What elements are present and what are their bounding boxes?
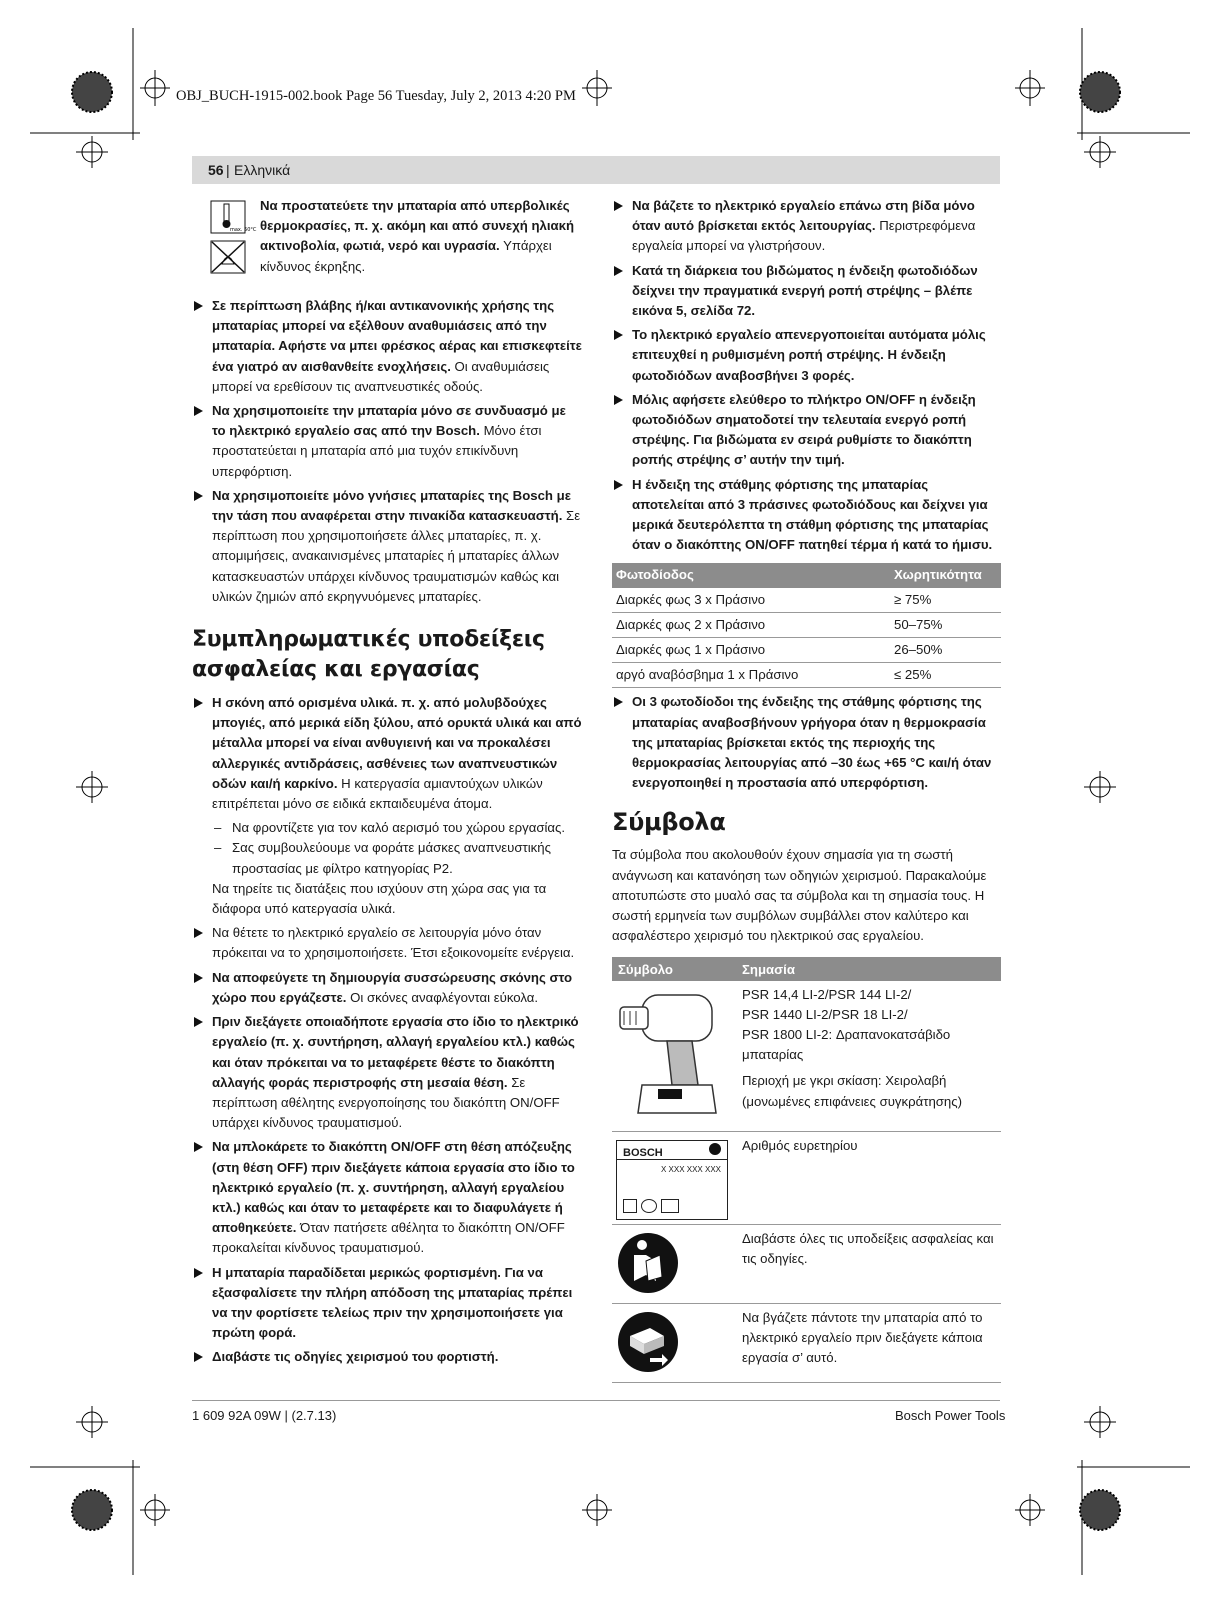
- bullet-arrow-icon: [194, 406, 203, 416]
- symbols-header-meaning: Σημασία: [742, 961, 795, 977]
- drill-model-line: PSR 1440 LI-2/PSR 18 LI-2/: [742, 1006, 908, 1022]
- battery-warning-bold: Να προστατεύετε την μπαταρία από υπερβολικές θερμοκρασίες, π. χ. ακόμη και από συνεχή ηλιακή ακτινοβολία, φωτιά, νερό και υγρασία.: [260, 198, 575, 254]
- nameplate-number: X XXX XXX XXX: [660, 1164, 721, 1174]
- bullet-arrow-icon: [194, 301, 203, 311]
- table-row: [612, 638, 1001, 663]
- list-item: [192, 486, 582, 607]
- section-title: Συμπληρωματικές υποδείξεις ασφαλείας και εργασίας: [192, 627, 545, 683]
- bullet-arrow-icon: [614, 697, 623, 707]
- battery-warning: [192, 196, 582, 280]
- nameplate-brand: BOSCH: [623, 1146, 663, 1159]
- item-bold: Να βάζετε το ηλεκτρικό εργαλείο επάνω στη βίδα μόνο όταν αυτό βρίσκεται εκτός λειτουργίας.: [632, 198, 975, 234]
- drill-model-line: PSR 1800 LI-2: Δραπανοκατσάβιδο μπαταρίας: [742, 1026, 951, 1063]
- list-item: [192, 401, 582, 482]
- read-description: Διαβάστε όλες τις υποδείξεις ασφαλείας και τις οδηγίες.: [742, 1230, 994, 1266]
- page-header-band: [192, 156, 1000, 184]
- item-normal: Σε περίπτωση αθέλητης ενεργοποίησης του διακόπτη ON/OFF υπάρχει κίνδυνος τραυματισμού.: [212, 1074, 560, 1131]
- table-cell: 50–75%: [890, 612, 1001, 637]
- temperature-icon-label: max. 50°C: [230, 227, 257, 233]
- led-table-header: [612, 563, 1001, 587]
- table-row: [612, 588, 1001, 613]
- dust-note: Να τηρείτε τις διατάξεις που ισχύουν στη χώρα σας για τα διάφορα υπό κατεργασία υλικά.: [212, 880, 547, 917]
- item-bold: Το ηλεκτρικό εργαλείο απενεργοποιείται αυτόματα μόλις επιτευχθεί η ρυθμισμένη ροπή στρέψης. Η ένδειξη φωτοδιόδων αναβοσβήνει 3 φορές.: [632, 327, 986, 383]
- symbols-header-symbol: Σύμβολο: [618, 961, 673, 977]
- table-cell: ≤ 25%: [890, 663, 1001, 688]
- list-item: [192, 693, 582, 814]
- symbols-intro: Τα σύμβολα που ακολουθούν έχουν σημασία για τη σωστή ανάγνωση και κατανόηση των οδηγιών χειρισμού. Παρακαλούμε αποτυπώστε στο μυαλό σας τα σύμβολα και τη σημασία τους. Η σωστή ερμηνεία των συμβόλων συμβάλλει στον καλύτερο και ασφαλέστερο χειρισμό του ηλεκτρικού σας εργαλείου.: [612, 847, 987, 944]
- remove-battery-description: Να βγάζετε πάντοτε την μπαταρία από το ηλεκτρικό εργαλείο πριν διεξάγετε κάποια εργασία σ’ αυτό.: [742, 1309, 983, 1365]
- bullet-arrow-icon: [614, 330, 623, 340]
- item-bold: Η σκόνη από ορισμένα υλικά. π. χ. από μολυβδούχες μπογιές, από μερικά είδη ξύλου, από ορυκτά υλικά και από μέταλλα μπορεί να είναι ανθυγιεινή και να προκαλέσει αλλεργικές αντιδράσεις, ασθένειες των αναπνευστικών οδών και/ή καρκίνο.: [212, 695, 582, 791]
- item-bold: Να χρησιμοποιείτε την μπαταρία μόνο σε συνδυασμό με το ηλεκτρικό εργαλείο σας από την Bosch.: [212, 403, 566, 439]
- bullet-arrow-icon: [614, 266, 623, 276]
- list-item: [192, 1263, 582, 1344]
- drill-description: [742, 981, 1001, 1120]
- dash-item: – Σας συμβουλεύουμε να φοράτε μάσκες αναπνευστικής προστασίας με φίλτρο κατηγορίας P2.: [214, 840, 551, 876]
- list-item: [192, 968, 582, 1008]
- led-header-led: Φωτοδίοδος: [612, 563, 890, 587]
- bullet-arrow-icon: [194, 1142, 203, 1152]
- item-bold: Πριν διεξάγετε οποιαδήποτε εργασία στο ίδιο το ηλεκτρικό εργαλείο (π. χ. συντήρηση, αλλαγή εργαλείου κτλ.) καθώς και όταν πρόκειται να το μεταφέρετε θέστε το διακόπτη αλλαγής φοράς περιστροφής στη μεσαία θέση.: [212, 1014, 579, 1090]
- symbols-table-header: [612, 957, 1001, 981]
- item-bold: Διαβάστε τις οδηγίες χειρισμού του φορτιστή.: [212, 1349, 499, 1365]
- nameplate-icon: [616, 1140, 740, 1220]
- list-item: [192, 923, 582, 963]
- item-bold: Να μπλοκάρετε το διακόπτη ON/OFF στη θέση απόζευξης (στη θέση OFF) πριν διεξάγετε κάποια εργασία στο ίδιο το ηλεκτρικό εργαλείο (π. χ. συντήρηση, αλλαγή εργαλείου κτλ.) καθώς και όταν το μεταφέρετε και το διαφυλάγετε ή αποθηκεύετε.: [212, 1139, 575, 1236]
- footer-doc-number: 1 609 92A 09W | (2.7.13): [192, 1408, 337, 1423]
- footer-brand: Bosch Power Tools: [895, 1408, 1006, 1423]
- symbol-row-remove-battery: [612, 1304, 1001, 1383]
- bullet-arrow-icon: [614, 480, 623, 490]
- serial-description: Αριθμός ευρετηρίου: [742, 1137, 858, 1153]
- table-row: [612, 612, 1001, 637]
- item-bold: Η ένδειξη της στάθμης φόρτισης της μπαταρίας αποτελείται από 3 πράσινες φωτοδιόδους και δείχνει για μερικά δευτερόλεπτα τη στάθμη φόρτισης της μπαταρίας όταν ο διακόπτης ON/OFF πατηθεί τέρμα ή κατά το ήμισυ.: [632, 476, 993, 553]
- item-normal: Σε περίπτωση που χρησιμοποιήσετε άλλες μπαταρίες, π. χ. απομιμήσεις, ανακαινισμένες μπαταρίες ή μπαταρίες άλλων κατασκευαστών υπάρχει κίνδυνος τραυματισμών καθώς και υλικών ζημιών από εκρηγνυόμενες μπαταρίες.: [212, 508, 581, 604]
- item-normal: Η κατεργασία αμιαντούχων υλικών επιτρέπεται μόνο σε ειδικά εκπαιδευμένα άτομα.: [212, 775, 543, 812]
- bullet-arrow-icon: [194, 491, 203, 501]
- item-bold: Να αποφεύγετε τη δημιουργία συσσώρευσης σκόνης στο χώρο που εργάζεστε.: [212, 969, 573, 1005]
- table-cell: ≥ 75%: [890, 588, 1001, 613]
- item-bold: Μόλις αφήσετε ελεύθερο το πλήκτρο ON/OFF η ένδειξη φωτοδιόδων σηματοδοτεί την τελευταία ενεργό ροπή στρέψης. Για βιδώματα εν σειρά ρυθμίστε το διακόπτη ροπής στρέψης σ’ αυτήν την τιμή.: [632, 391, 976, 468]
- item-normal: Οι σκόνες αναφλέγονται εύκολα.: [346, 989, 539, 1005]
- table-row: [612, 663, 1001, 688]
- list-item: [612, 475, 1001, 556]
- bullet-arrow-icon: [194, 698, 203, 708]
- info-icon: [709, 1143, 721, 1155]
- drill-icon: [612, 985, 736, 1131]
- item-normal: Όταν πατήσετε αθέλητα το διακόπτη ON/OFF προκαλείται κίνδυνος τραυματισμού.: [212, 1220, 565, 1256]
- bullet-arrow-icon: [614, 201, 623, 211]
- drill-model-line: PSR 14,4 LI-2/PSR 144 LI-2/: [742, 986, 912, 1002]
- item-bold: Να χρησιμοποιείτε μόνο γνήσιες μπαταρίες της Bosch με την τάση που αναφέρεται στην πινακίδα κατασκευαστή.: [212, 487, 571, 524]
- dash-text: Σας συμβουλεύουμε να φοράτε μάσκες αναπνευστικής προστασίας με φίλτρο κατηγορίας P2.: [232, 840, 551, 876]
- temperature-icon: [210, 200, 257, 240]
- list-item: [192, 1012, 582, 1133]
- page-separator: |: [226, 162, 230, 178]
- table-cell: Διαρκές φως 1 x Πράσινο: [612, 638, 890, 663]
- left-column: [192, 196, 582, 1372]
- right-column: [612, 196, 1001, 1383]
- no-fire-water-icon: [210, 240, 246, 280]
- item-bold: Κατά τη διάρκεια του βιδώματος η ένδειξη φωτοδιόδων δείχνει την πραγματικά ενεργή ροπή στρέψης – βλέπε εικόνα 5, σελίδα 72.: [632, 262, 978, 319]
- item-bold: Η μπαταρία παραδίδεται μερικώς φορτισμένη. Για να εξασφαλίσετε την πλήρη απόδοση της μπαταρίας πρέπει να την φορτίσετε τελείως πριν την χρησιμοποιήσετε για πρώτη φορά.: [212, 1264, 573, 1341]
- remove-battery-icon: [616, 1310, 740, 1380]
- footer-rule: [192, 1400, 1000, 1401]
- bullet-arrow-icon: [194, 973, 203, 983]
- page-language: Ελληνικά: [234, 162, 291, 178]
- list-item: [192, 1347, 582, 1367]
- symbol-row-drill: [612, 981, 1001, 1132]
- item-normal: Περιστρεφόμενα εργαλεία μπορεί να γλιστρήσουν.: [632, 218, 976, 254]
- dash-item: – Να φροντίζετε για τον καλό αερισμό του χώρου εργασίας.: [214, 820, 566, 836]
- led-header-capacity: Χωρητικότητα: [890, 563, 1001, 587]
- bullet-arrow-icon: [614, 395, 623, 405]
- item-bold: Οι 3 φωτοδίοδοι της ένδειξης της στάθμης φόρτισης της μπαταρίας αναβοσβήνουν γρήγορα όταν η θερμοκρασία της μπαταρίας βρίσκεται εκτός της περιοχής της θερμοκρασίας λειτουργίας από –30 έως +65 °C και/ή όταν ενεργοποιηθεί η προστασία από υπερφόρτιση.: [632, 694, 992, 791]
- table-cell: Διαρκές φως 3 x Πράσινο: [612, 588, 890, 613]
- item-normal: Μόνο έτσι προστατεύεται η μπαταρία από μια τυχόν επικίνδυνη υπερφόρτιση.: [212, 423, 542, 479]
- list-item: [612, 390, 1001, 471]
- bullet-arrow-icon: [194, 1017, 203, 1027]
- table-cell: 26–50%: [890, 638, 1001, 663]
- item-normal: Οι αναθυμιάσεις μπορεί να ερεθίσουν τις αναπνευστικές οδούς.: [212, 358, 550, 394]
- dash-text: Να φροντίζετε για τον καλό αερισμό του χώρου εργασίας.: [232, 820, 566, 836]
- page-number: 56: [208, 162, 224, 178]
- book-info: OBJ_BUCH-1915-002.book Page 56 Tuesday, July 2, 2013 4:20 PM: [176, 88, 576, 104]
- list-item: [192, 1137, 582, 1258]
- bullet-arrow-icon: [194, 1352, 203, 1362]
- table-cell: Διαρκές φως 2 x Πράσινο: [612, 612, 890, 637]
- symbol-row-read: [612, 1225, 1001, 1304]
- read-manual-icon: [616, 1231, 740, 1301]
- symbol-row-nameplate: [612, 1132, 1001, 1225]
- led-table: [612, 563, 1001, 688]
- list-item: [192, 296, 582, 397]
- list-item: [612, 692, 1001, 793]
- item-normal: Να θέτετε το ηλεκτρικό εργαλείο σε λειτουργία μόνο όταν πρόκειται να το χρησιμοποιήσετε. Έτσι εξοικονομείτε ενέργεια.: [212, 925, 575, 961]
- symbols-table: [612, 957, 1001, 1383]
- battery-warning-normal: Υπάρχει κίνδυνος έκρηξης.: [260, 238, 552, 274]
- item-bold: Σε περίπτωση βλάβης ή/και αντικανονικής χρήσης της μπαταρίας μπορεί να εξέλθουν αναθυμιάσεις από την μπαταρία. Αφήστε να μπει φρέσκος αέρας και επισκεφτείτε ένα γιατρό αν αισθανθείτε ενοχλήσεις.: [212, 298, 582, 374]
- list-item: [612, 196, 1001, 257]
- bullet-arrow-icon: [194, 928, 203, 938]
- symbols-title: Σύμβολα: [612, 808, 726, 837]
- list-item: [612, 261, 1001, 322]
- table-cell: αργό αναβόσβημα 1 x Πράσινο: [612, 663, 890, 688]
- bullet-arrow-icon: [194, 1268, 203, 1278]
- drill-grip-note: Περιοχή με γκρι σκίαση: Χειρολαβή (μονωμένες επιφάνειες συγκράτησης): [742, 1073, 962, 1109]
- list-item: [612, 325, 1001, 386]
